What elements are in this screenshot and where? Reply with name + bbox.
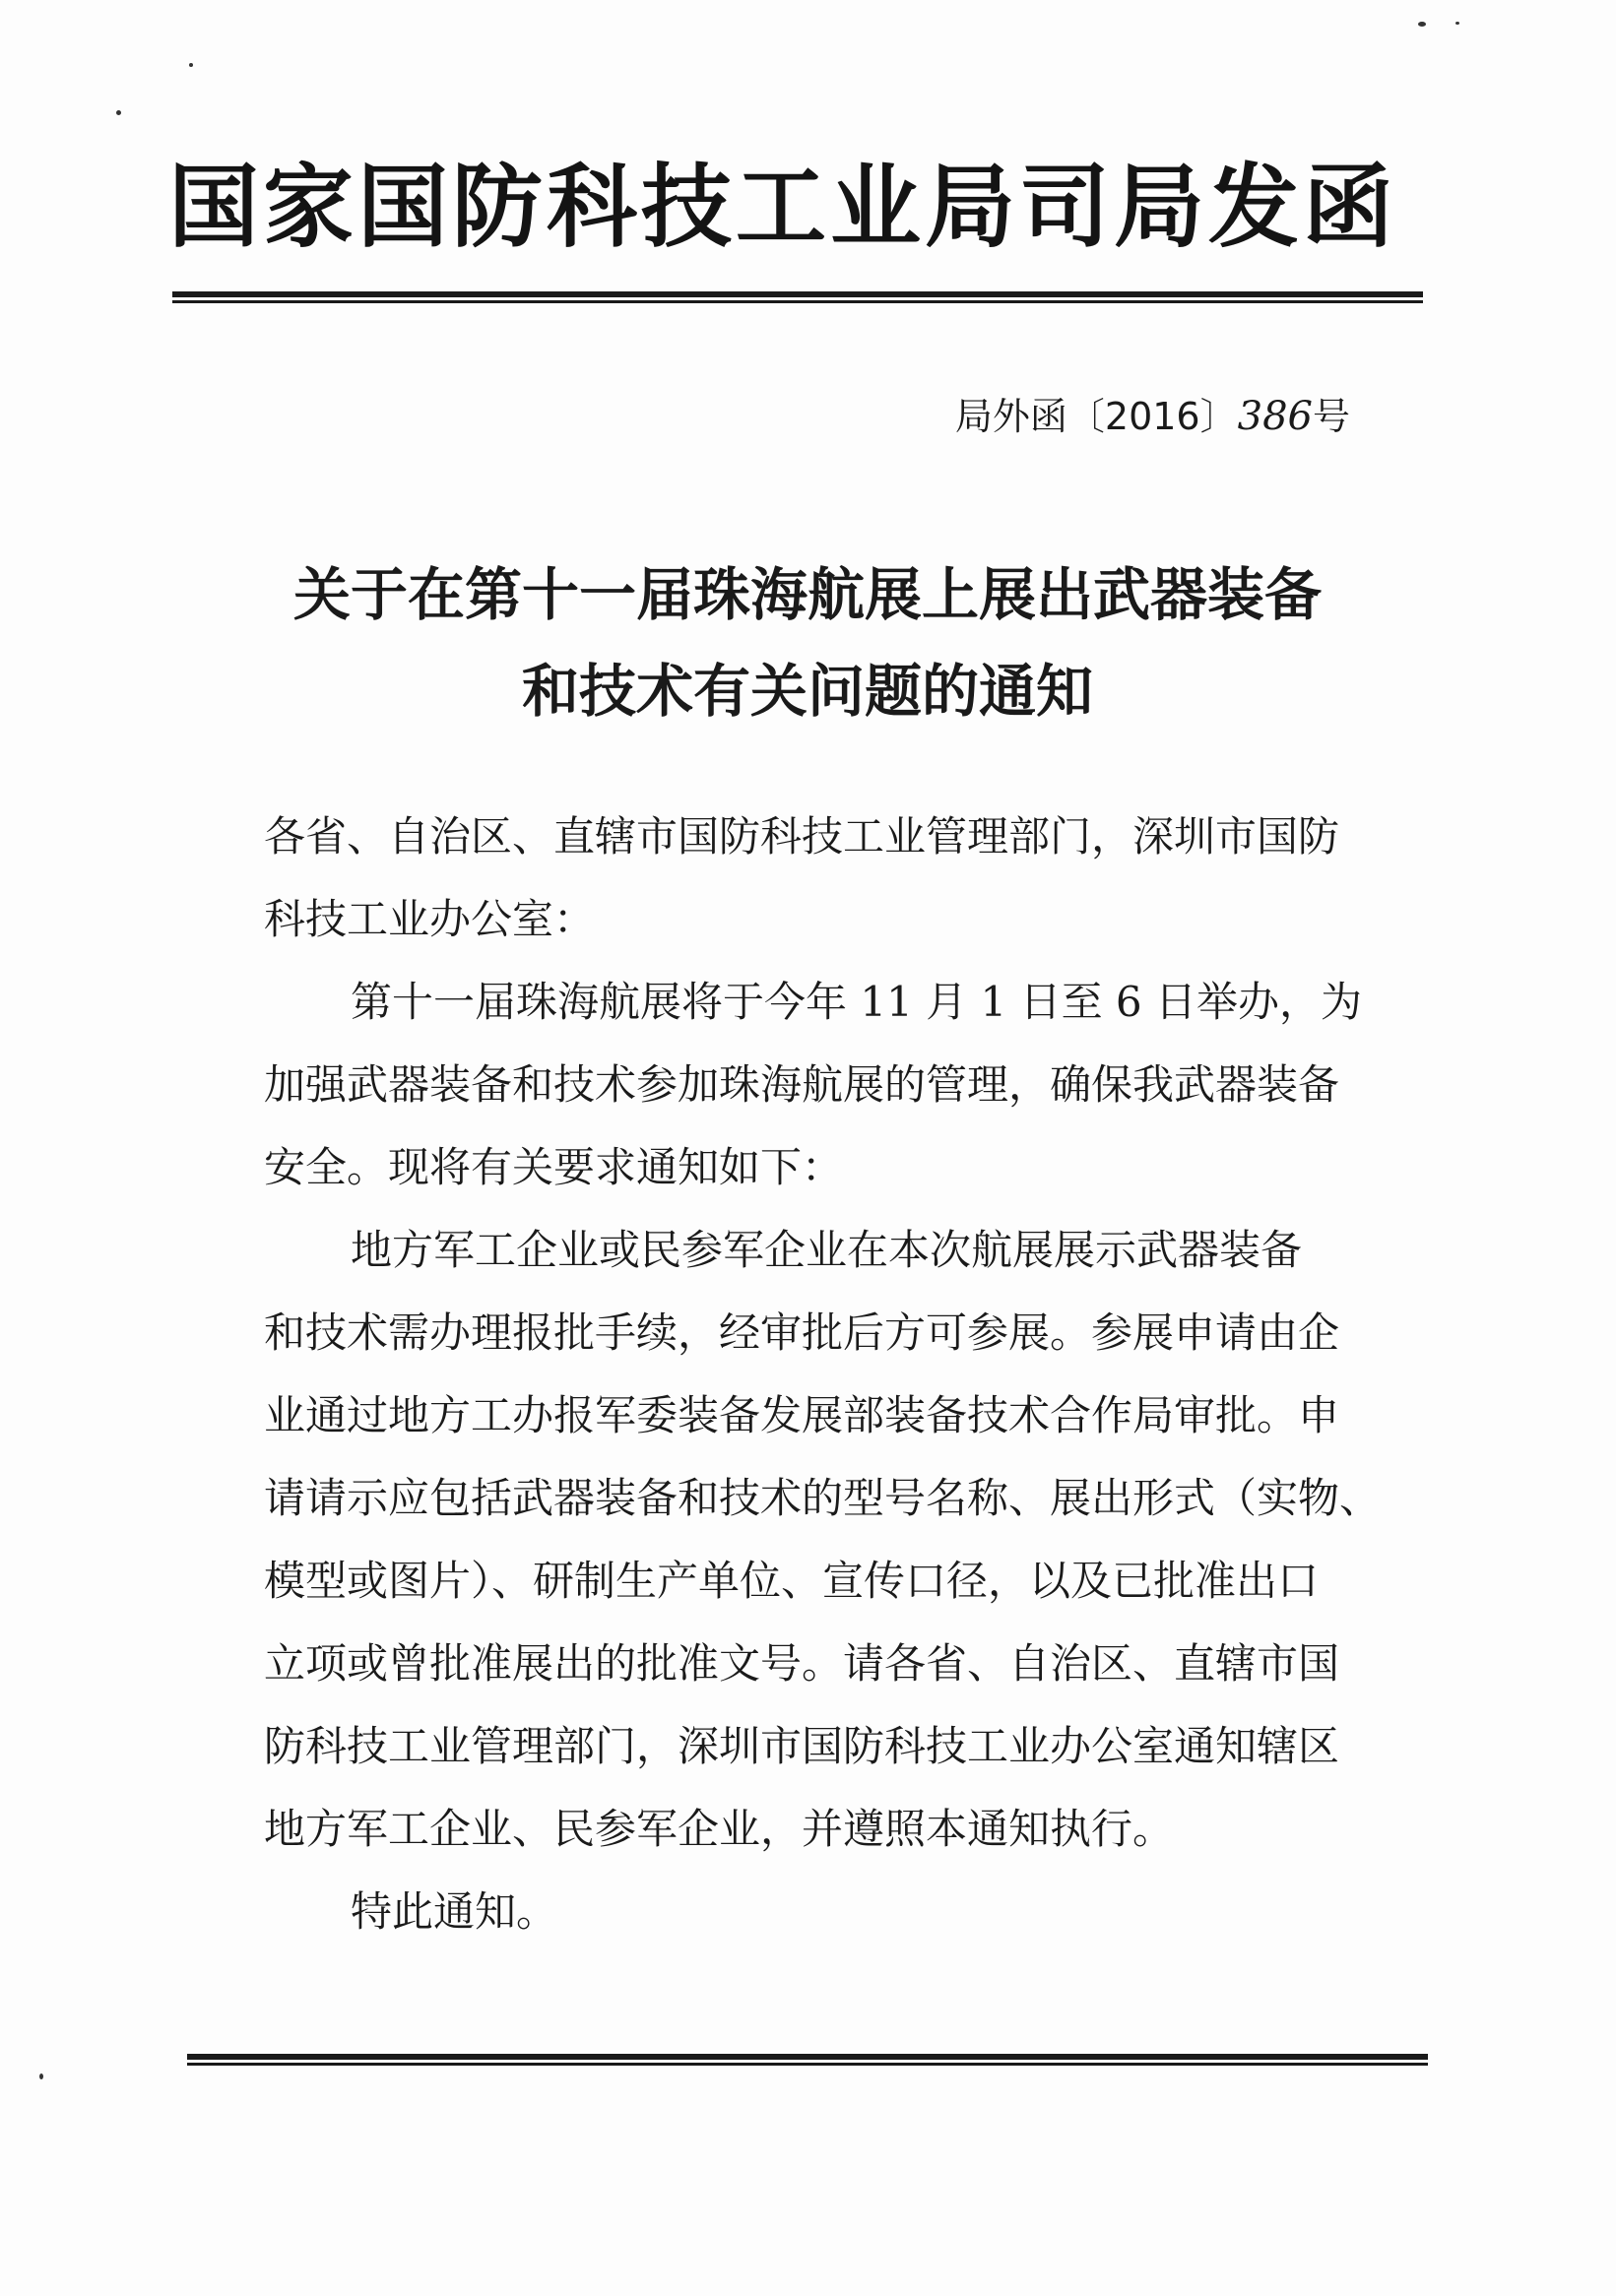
paragraph-line: 和技术需办理报批手续，经审批后方可参展。参展申请由企: [264, 1308, 1340, 1357]
notice-title: [148, 546, 1467, 739]
scan-speck: [1418, 22, 1426, 27]
paragraph-line: 加强武器装备和技术参加珠海航展的管理，确保我武器装备: [264, 1060, 1340, 1109]
paragraph-line: 请请示应包括武器装备和技术的型号名称、展出形式（实物、: [264, 1474, 1382, 1522]
paragraph-line: 业通过地方工办报军委装备发展部装备技术合作局审批。申: [264, 1391, 1340, 1439]
title-line: 和技术有关问题的通知: [521, 658, 1093, 725]
closing-line: 特此通知。: [351, 1887, 558, 1936]
footer-divider: [187, 2054, 1428, 2066]
paragraph-line: 第十一届珠海航展将于今年 11 月 1 日至 6 日举办，为: [351, 978, 1362, 1026]
notice-body: [264, 796, 1382, 1953]
paragraph-line: 立项或曾批准展出的批准文号。请各省、自治区、直辖市国: [264, 1639, 1340, 1688]
doc-number-suffix: 号: [1312, 395, 1350, 438]
doc-number-handwritten: 386: [1237, 394, 1313, 439]
paragraph-line: 地方军工企业、民参军企业，并遵照本通知执行。: [264, 1805, 1175, 1853]
scan-speck: [189, 63, 193, 67]
scan-speck: [116, 110, 121, 115]
paragraph-line: 防科技工业管理部门，深圳市国防科技工业办公室通知辖区: [264, 1722, 1340, 1770]
addressee-line: 各省、自治区、直辖市国防科技工业管理部门，深圳市国防: [264, 812, 1340, 861]
document-number: [955, 392, 1350, 441]
scan-speck: [39, 2073, 43, 2079]
paragraph-line: 安全。现将有关要求通知如下：: [264, 1143, 844, 1191]
paragraph-line: 模型或图片）、研制生产单位、宣传口径，以及已批准出口: [264, 1557, 1320, 1605]
scan-speck: [1455, 22, 1459, 25]
letterhead-title: 国家国防科技工业局司局发函: [167, 154, 1397, 260]
header-divider: [172, 291, 1423, 303]
paragraph-line: 地方军工企业或民参军企业在本次航展展示武器装备: [351, 1226, 1303, 1274]
addressee-line: 科技工业办公室：: [264, 895, 596, 943]
title-line: 关于在第十一届珠海航展上展出武器装备: [292, 561, 1322, 628]
doc-number-prefix: 局外函〔2016〕: [954, 395, 1238, 438]
